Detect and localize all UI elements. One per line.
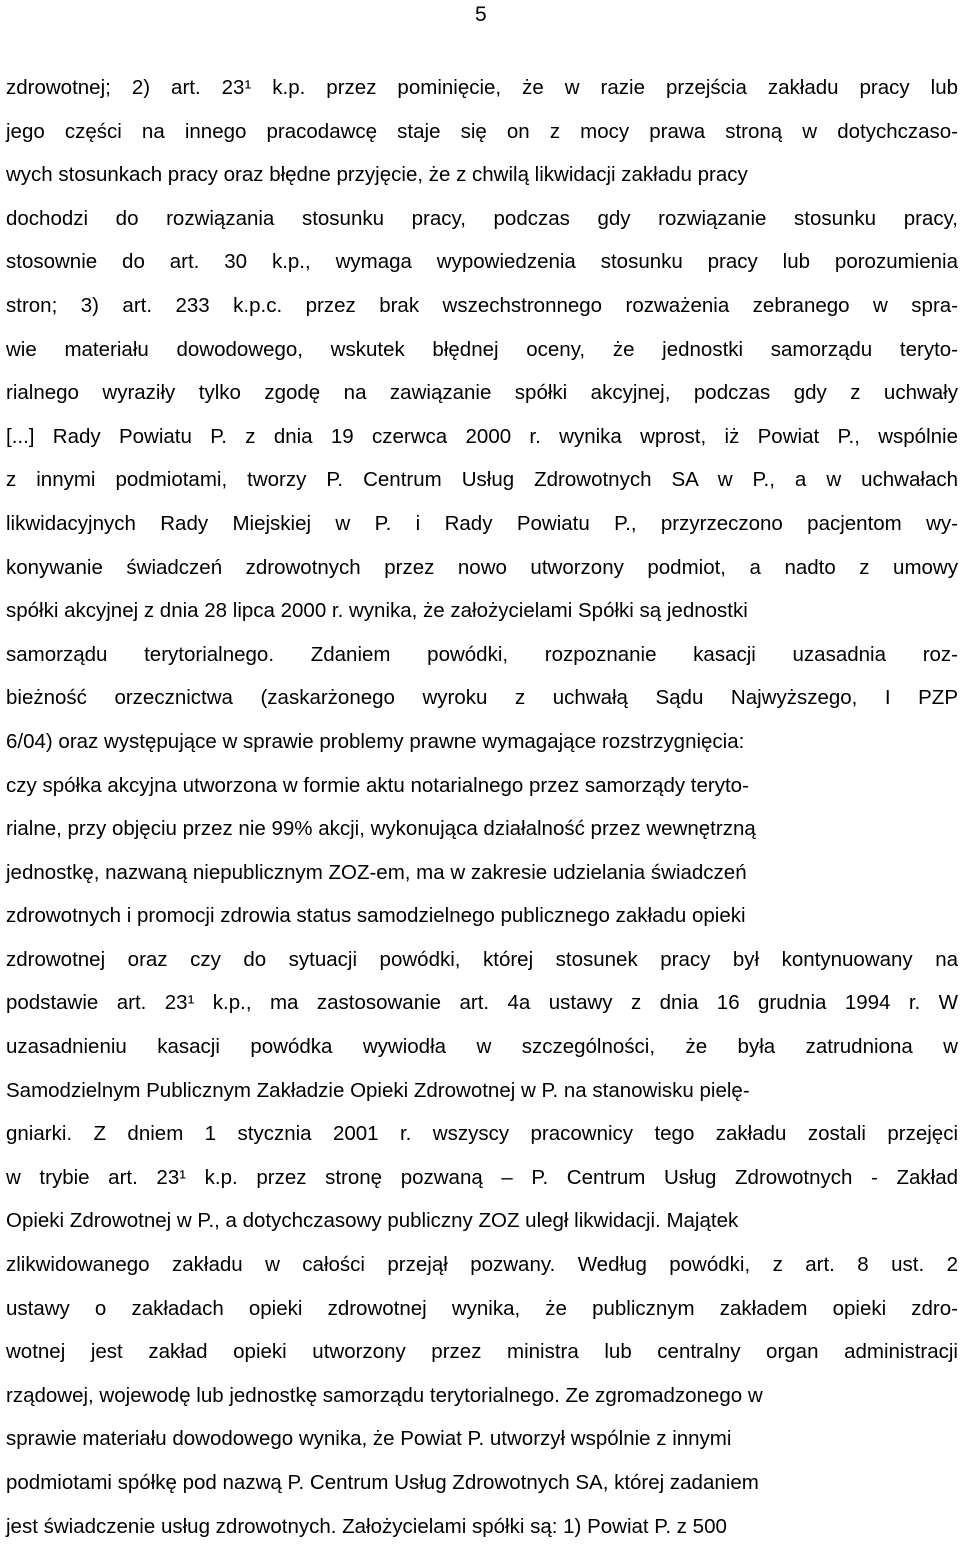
text-line: uzasadnieniu kasacji powódka wywiodła w szczególności, że była zatrudniona w: [6, 1035, 958, 1059]
text-line: zdrowotnej oraz czy do sytuacji powódki, której stosunek pracy był kontynuowany na: [6, 947, 958, 971]
text-line: stron; 3) art. 233 k.p.c. przez brak wszechstronnego rozważenia zebranego w spra-: [6, 293, 958, 317]
text-line: czy spółka akcyjna utworzona w formie aktu notarialnego przez samorządy teryto-: [6, 773, 749, 797]
text-line: Samodzielnym Publicznym Zakładzie Opieki Zdrowotnej w P. na stanowisku pielę-: [6, 1078, 750, 1102]
text-line: zdrowotnych i promocji zdrowia status samodzielnego publicznego zakładu opieki: [6, 904, 746, 928]
document-body: [6, 66, 958, 1548]
text-line: wych stosunkach pracy oraz błędne przyjęcie, że z chwilą likwidacji zakładu pracy: [6, 163, 748, 187]
text-line: jego części na innego pracodawcę staje się on z mocy prawa stroną w dotychczaso-: [6, 119, 958, 143]
text-line: Opieki Zdrowotnej w P., a dotychczasowy publiczny ZOZ uległ likwidacji. Majątek: [6, 1209, 739, 1233]
text-line: rialnego wyraziły tylko zgodę na zawiązanie spółki akcyjnej, podczas gdy z uchwały: [6, 381, 958, 405]
text-line: zlikwidowanego zakładu w całości przejął pozwany. Według powódki, z art. 8 ust. 2: [6, 1253, 958, 1277]
page-number: 5: [475, 3, 487, 26]
text-line: rządowej, wojewodę lub jednostkę samorządu terytorialnego. Ze zgromadzonego w: [6, 1383, 763, 1407]
text-line: sprawie materiału dowodowego wynika, że Powiat P. utworzył wspólnie z innymi: [6, 1427, 732, 1451]
text-line: dochodzi do rozwiązania stosunku pracy, podczas gdy rozwiązanie stosunku pracy,: [6, 206, 958, 230]
text-line: wotnej jest zakład opieki utworzony przez ministra lub centralny organ administracji: [6, 1340, 958, 1364]
text-line: spółki akcyjnej z dnia 28 lipca 2000 r. wynika, że założycielami Spółki są jednostki: [6, 599, 748, 623]
text-line: z innymi podmiotami, tworzy P. Centrum Usług Zdrowotnych SA w P., a w uchwałach: [6, 468, 958, 492]
text-line: jest świadczenie usług zdrowotnych. Założycielami spółki są: 1) Powiat P. z 500: [6, 1514, 727, 1538]
text-line: zdrowotnej; 2) art. 23¹ k.p. przez pominięcie, że w razie przejścia zakładu pracy lub: [6, 76, 958, 99]
text-line: stosownie do art. 30 k.p., wymaga wypowiedzenia stosunku pracy lub porozumienia: [6, 250, 958, 274]
text-line: gniarki. Z dniem 1 stycznia 2001 r. wszyscy pracownicy tego zakładu zostali przejęci: [6, 1122, 958, 1146]
text-line: samorządu terytorialnego. Zdaniem powódki, rozpoznanie kasacji uzasadnia roz-: [6, 642, 958, 666]
text-line: [...] Rady Powiatu P. z dnia 19 czerwca 2000 r. wynika wprost, iż Powiat P., wspólnie: [6, 424, 958, 448]
text-line: likwidacyjnych Rady Miejskiej w P. i Rady Powiatu P., przyrzeczono pacjentom wy-: [6, 511, 958, 535]
text-line: podstawie art. 23¹ k.p., ma zastosowanie art. 4a ustawy z dnia 16 grudnia 1994 r. W: [6, 991, 958, 1015]
text-line: wie materiału dowodowego, wskutek błędnej oceny, że jednostki samorządu teryto-: [6, 337, 958, 361]
text-line: bieżność orzecznictwa (zaskarżonego wyroku z uchwałą Sądu Najwyższego, I PZP: [6, 686, 958, 710]
text-line: w trybie art. 23¹ k.p. przez stronę pozwaną – P. Centrum Usług Zdrowotnych - Zakład: [6, 1165, 958, 1189]
text-line: konywanie świadczeń zdrowotnych przez nowo utworzony podmiot, a nadto z umowy: [6, 555, 958, 579]
text-line: podmiotami spółkę pod nazwą P. Centrum Usług Zdrowotnych SA, której zadaniem: [6, 1471, 759, 1494]
text-line: ustawy o zakładach opieki zdrowotnej wynika, że publicznym zakładem opieki zdro-: [6, 1296, 958, 1320]
text-line: jednostkę, nazwaną niepublicznym ZOZ-em, ma w zakresie udzielania świadczeń: [6, 860, 747, 884]
text-line: rialne, przy objęciu przez nie 99% akcji, wykonująca działalność przez wewnętrzną: [6, 817, 756, 841]
text-line: 6/04) oraz występujące w sprawie problemy prawne wymagające rozstrzygnięcia:: [6, 729, 745, 753]
